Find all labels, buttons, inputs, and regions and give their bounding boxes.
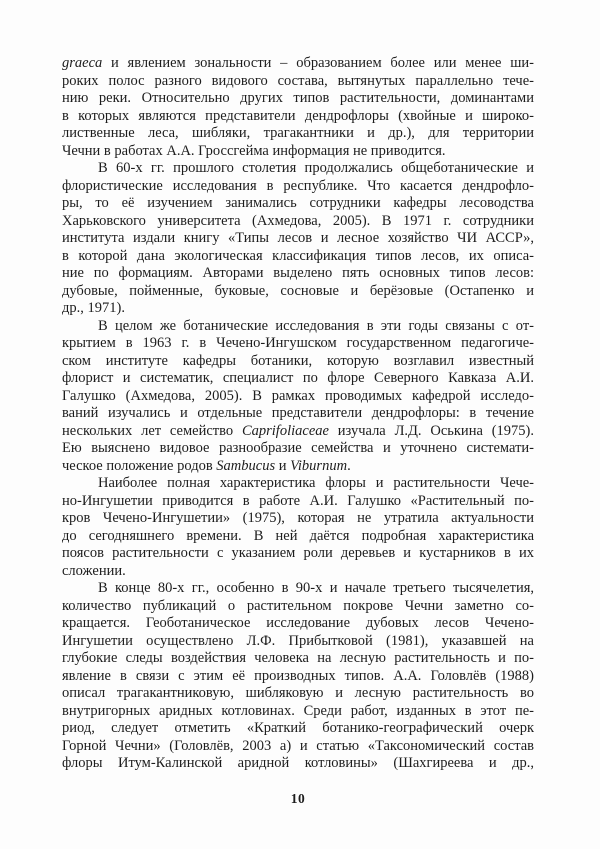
text-line: крытием в 1963 г. в Чечено-Ингушском государственном педагогиче- [62, 335, 534, 351]
paragraph [62, 580, 534, 773]
text-line: явление в связи с этим её производных типов. А.А. Головлёв (1988) [62, 667, 534, 684]
text-line: до сегодняшнего времени. В ней даётся подробная характеристика [62, 527, 534, 544]
paragraph [62, 318, 534, 476]
text-line: ском институте кафедры ботаники, которую возглавил известный [62, 352, 534, 369]
paragraph [62, 160, 534, 318]
text-line: флористические исследования в республике. Что касается дендрофло- [62, 177, 534, 194]
text-line: ваний изучались и отдельные представители дендрофлоры: в течение [62, 405, 534, 421]
paragraph [62, 55, 534, 160]
text-line: Горной Чечни» (Головлёв, 2003 а) и статью «Таксономический состав [62, 737, 534, 754]
text-line: но-Ингушетии приводится в работе А.И. Галушко «Растительный по- [62, 492, 534, 509]
text-line: флорист и систематик, специалист по флоре Северного Кавказа А.И. [62, 370, 534, 386]
text-line: института издали книгу «Типы лесов и лесное хозяйство ЧИ АССР», [62, 230, 534, 246]
text-line: В 60-х гг. прошлого столетия продолжались общеботанические и [98, 160, 534, 176]
page-text [62, 55, 534, 773]
text-line: флоры Итум-Калинской аридной котловины» (Шахгиреева и др., [62, 755, 534, 771]
text-line: нескольких лет семейство Caprifoliaceae изучала Л.Д. Оськина (1975). [62, 422, 534, 439]
text-line: кров Чечено-Ингушетии» (1975), которая не утратила актуальности [62, 510, 534, 526]
text-line: кращается. Геоботаническое исследование дубовых лесов Чечено- [62, 615, 534, 631]
text-line: лиственные леса, шибляки, трагакантники и др.), для территории [62, 125, 534, 141]
paragraph [62, 475, 534, 580]
text-line: количество публикаций о растительном покрове Чечни заметно со- [62, 597, 534, 614]
text-line: В конце 80-х гг., особенно в 90-х и начале третьего тысячелетия, [98, 580, 534, 596]
text-line: Харьковского университета (Ахмедова, 2005). В 1971 г. сотрудники [62, 212, 534, 229]
text-line: описал трагакантниковую, шибляковую и лесную растительность во [62, 685, 534, 701]
text-line: Ею выяснено видовое разнообразие семейства и уточнено системати- [62, 440, 534, 456]
text-line: внутригорных аридных котловинах. Среди работ, изданных в этот пе- [62, 702, 534, 719]
text-line: ческое положение родов Sambucus и Viburnum. [62, 457, 351, 474]
text-line: поясов растительности с указанием роли деревьев и кустарников в их [62, 545, 534, 561]
text-line: graeca и явлением зональности – образованием более или менее ши- [62, 55, 534, 71]
text-line: риод, следует отметить «Краткий ботанико-географический очерк [62, 720, 534, 736]
text-line: роких полос разного видового состава, вытянутых параллельно тече- [62, 72, 534, 89]
text-line: глубокие следы воздействия человека на лесную растительность и по- [62, 650, 534, 666]
text-line: др., 1971). [62, 300, 125, 316]
page-number: 10 [290, 791, 306, 806]
text-line: Чечни в работах А.А. Гроссгейма информация не приводится. [62, 142, 446, 159]
text-line: сложении. [62, 562, 126, 579]
text-line: дубовые, пойменные, буковые, сосновые и берёзовые (Остапенко и [62, 282, 534, 299]
text-line: ние по формациям. Авторами выделено пять основных типов лесов: [62, 265, 534, 281]
text-line: Галушко (Ахмедова, 2005). В рамках проводимых кафедрой исследо- [62, 387, 534, 404]
text-line: Наиболее полная характеристика флоры и растительности Чече- [98, 475, 534, 491]
text-line: ры, то её изучением занимались сотрудники кафедры лесоводства [62, 195, 534, 211]
text-line: В целом же ботанические исследования в эти годы связаны с от- [98, 317, 534, 334]
text-line: в которых являются представители дендрофлоры (хвойные и широко- [62, 107, 534, 124]
text-line: Ингушетии осуществлено Л.Ф. Прибытковой (1981), указавшей на [62, 632, 534, 649]
text-line: нию реки. Относительно других типов растительности, доминантами [62, 90, 534, 106]
text-line: в которой дана экологическая классификация типов лесов, их описа- [62, 247, 534, 264]
